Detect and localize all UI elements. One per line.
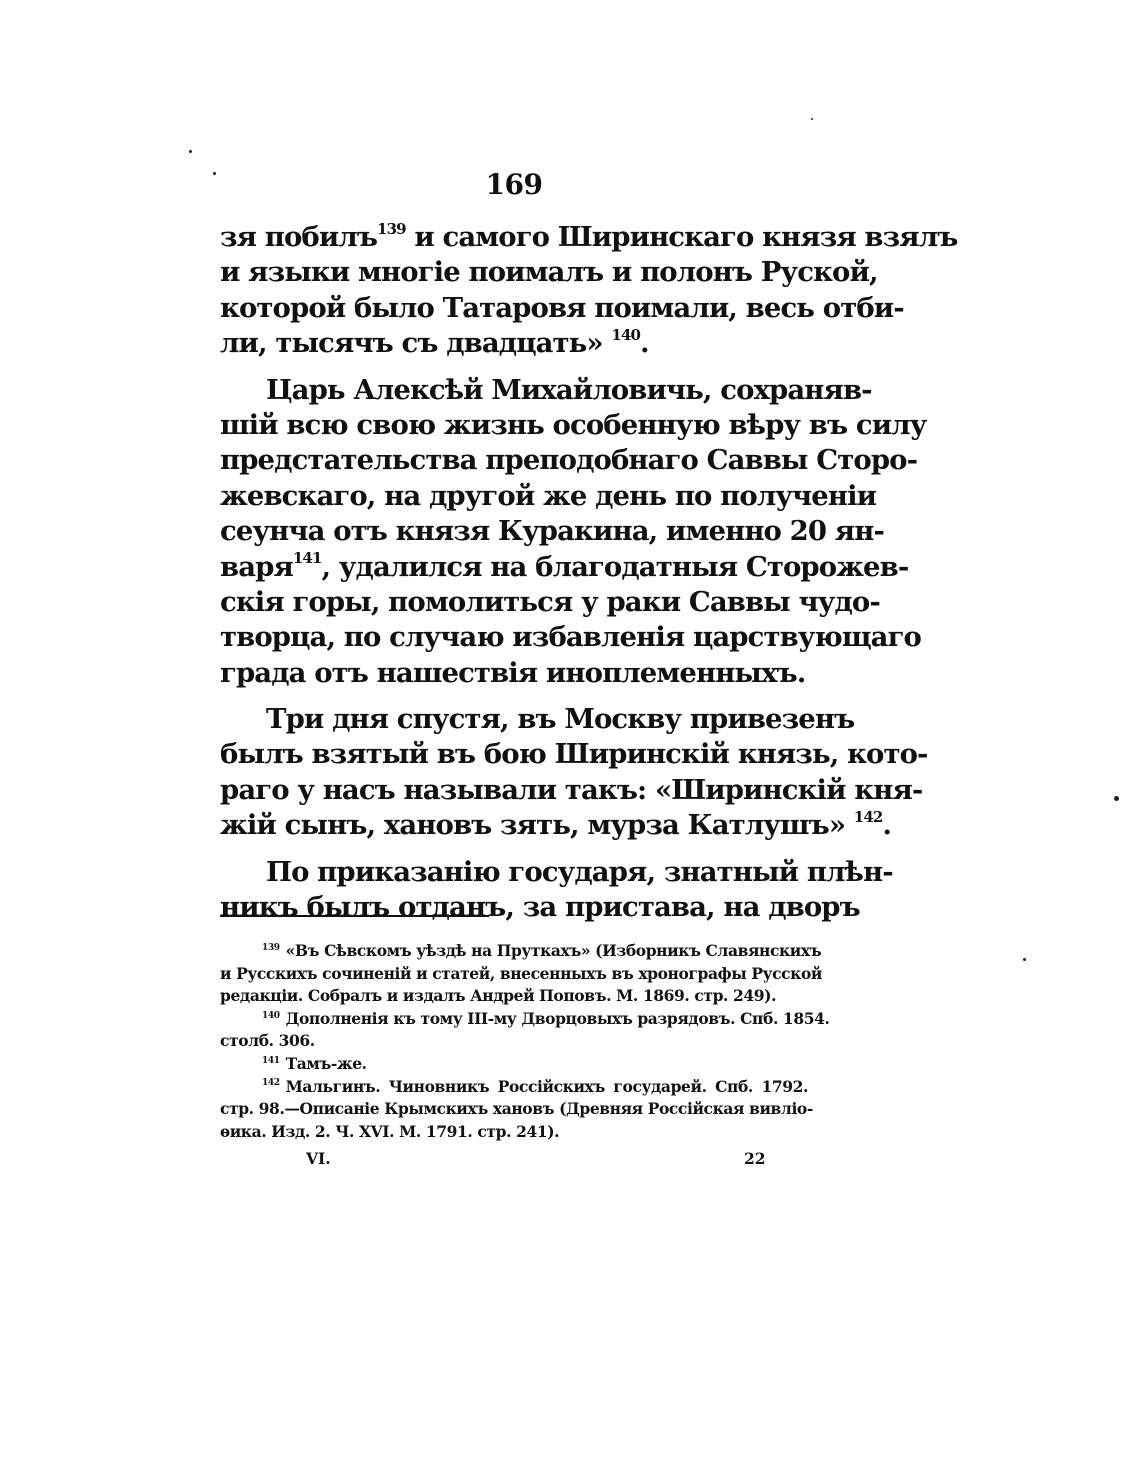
scan-speck xyxy=(189,150,192,153)
footnote-marker: 142 xyxy=(262,1078,280,1089)
text-line: былъ взятый въ бою Ширинскій князь, кото- xyxy=(220,738,928,771)
footnotes xyxy=(220,940,830,1143)
footnote-line: $^{139}$ «Въ Сѣвскомъ уѣздѣ на Пруткахъ» (Изборникъ Славянскихъ xyxy=(262,941,822,960)
footnote-line: $^{141}$ Тамъ-же. xyxy=(262,1053,367,1073)
text-line: которой было Татаровя поимали, весь отби- xyxy=(220,291,904,324)
footnote-divider xyxy=(220,915,489,917)
signature-mark: VI. xyxy=(306,1149,331,1168)
text-line: сеунча отъ князя Куракина, именно 20 ян- xyxy=(220,515,884,548)
scan-speck xyxy=(1023,958,1026,961)
text-line: и языки многіе поималъ и полонъ Руской, xyxy=(220,256,878,289)
text-line: жій сынъ, хановъ зять, мурза Катлушъ» $^{142}$. xyxy=(220,808,892,842)
footnote-marker: 139 xyxy=(377,219,406,238)
sheet-number: 22 xyxy=(744,1149,766,1168)
footnote-marker: 142 xyxy=(853,808,883,827)
footnote-line: ѳика. Изд. 2. Ч. XVI. М. 1791. стр. 241). xyxy=(220,1121,560,1141)
text-line: зя побилъ$^{139}$ и самого Ширинскаго князя взялъ xyxy=(220,219,958,253)
scan-speck xyxy=(811,118,813,120)
text-line: шій всю свою жизнь особенную вѣру въ силу xyxy=(220,408,927,441)
text-line: никъ былъ отданъ, за пристава, на дворъ xyxy=(220,891,860,924)
text-line: раго у насъ называли такъ: «Ширинскій кня- xyxy=(220,773,923,806)
footnote-marker: 141 xyxy=(262,1055,280,1066)
footnote-marker: 140 xyxy=(611,326,641,345)
footnote-line: $^{142}$ Мальгинъ. Чиновникъ Россійскихъ государей. Спб. 1792. xyxy=(262,1076,808,1096)
footnote-line: редакціи. Собралъ и издалъ Андрей Поповъ. М. 1869. стр. 249). xyxy=(220,986,777,1006)
text-line: варя$^{141}$, удалился на благодатныя Сторожев- xyxy=(220,549,909,583)
footnote-marker: 139 xyxy=(262,942,280,953)
text-line: града отъ нашествія иноплеменныхъ. xyxy=(220,656,806,689)
footnote-marker: 141 xyxy=(292,549,322,568)
text-line: По приказанію государя, знатный плѣн- xyxy=(266,855,893,888)
text-line: жевскаго, на другой же день по полученіи xyxy=(220,479,877,512)
footnote-line: и Русскихъ сочиненій и статей, внесенныхъ въ хронографы Русской xyxy=(220,963,823,983)
footnote-line: столб. 306. xyxy=(220,1031,315,1051)
text-line: творца, по случаю избавленія царствующаго xyxy=(220,621,921,654)
scan-speck xyxy=(1114,796,1119,801)
main-text xyxy=(220,219,958,925)
footnote-line: $^{140}$ Дополненія къ тому III-му Дворцовыхъ разрядовъ. Спб. 1854. xyxy=(262,1008,830,1028)
text-line: ли, тысячъ съ двадцать» $^{140}$. xyxy=(220,326,649,360)
scan-speck xyxy=(213,172,216,175)
text-line: Три дня спустя, въ Москву привезенъ xyxy=(266,703,855,736)
footnote-marker: 140 xyxy=(262,1010,280,1021)
text-line: предстательства преподобнаго Саввы Сторо- xyxy=(220,444,918,477)
text-line: Царь Алексѣй Михайловичь, сохраняв- xyxy=(266,373,872,406)
footnote-line: стр. 98.—Описаніе Крымскихъ хановъ (Древняя Россійская вивліо- xyxy=(220,1099,813,1119)
text-line: скія горы, помолиться у раки Саввы чудо- xyxy=(220,585,880,618)
page-number: 169 xyxy=(485,168,543,201)
